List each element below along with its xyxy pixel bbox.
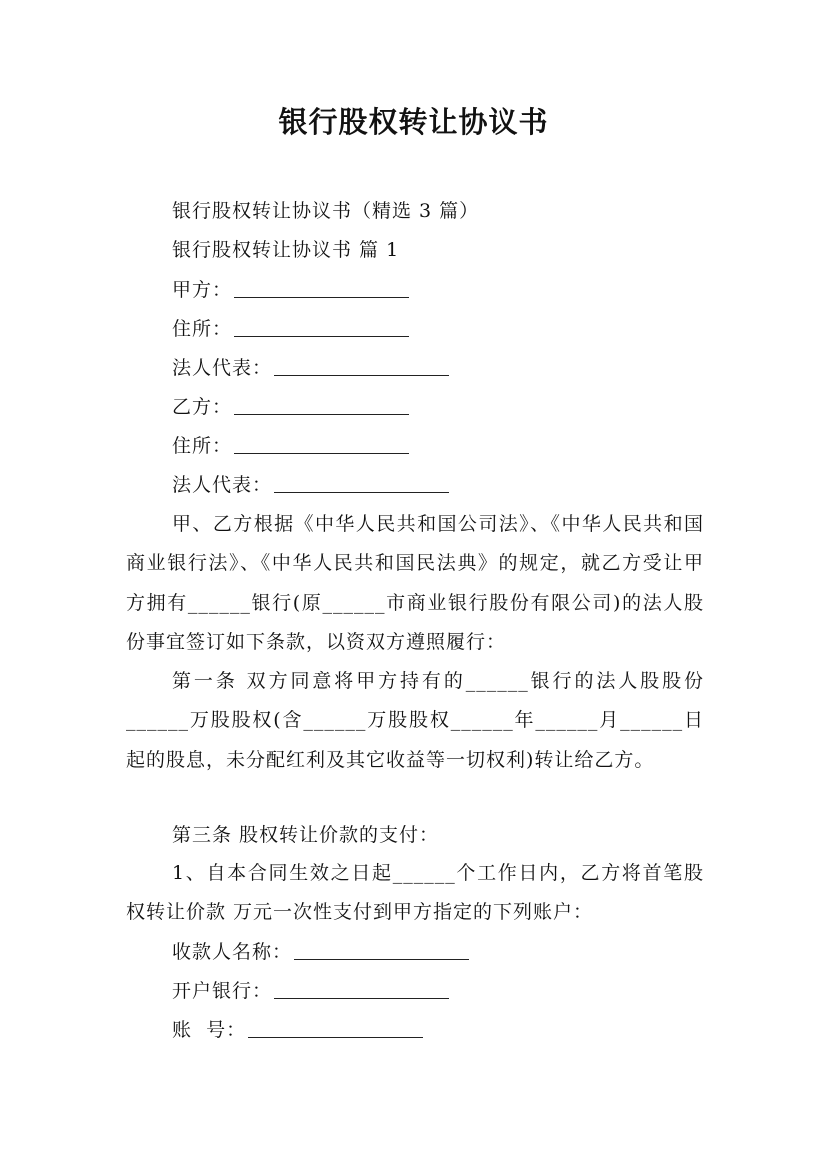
- bank-blank: [274, 980, 449, 999]
- rep-a-blank: [274, 357, 449, 376]
- party-b-label: 乙方：: [172, 396, 233, 418]
- payee-line: [172, 939, 469, 965]
- address-b-line: [172, 433, 409, 459]
- address-a-line: [172, 316, 409, 342]
- party-b-blank: [234, 396, 409, 415]
- intro-paragraph: 甲、乙方根据《中华人民共和国公司法》、《中华人民共和国商业银行法》、《中华人民共和国民法典》的规定，就乙方受让甲方拥有______银行(原______市商业银行股份有限公司)的法人股份事宜签订如下条款，以资双方遵照履行：: [126, 513, 704, 654]
- article-3-heading: 第三条 股权转让价款的支付：: [172, 824, 440, 846]
- document-title: 银行股权转让协议书: [278, 105, 549, 139]
- rep-a-line: [172, 355, 449, 381]
- bank-label: 开户银行：: [172, 980, 273, 1002]
- party-a-blank: [234, 279, 409, 298]
- rep-b-label: 法人代表：: [172, 474, 273, 496]
- address-a-blank: [234, 318, 409, 337]
- address-b-blank: [234, 435, 409, 454]
- bank-line: [172, 978, 449, 1004]
- section-heading: 银行股权转让协议书 篇 1: [172, 239, 400, 261]
- payee-label: 收款人名称：: [172, 941, 293, 963]
- clause-1: 1、自本合同生效之日起______个工作日内，乙方将首笔股权转让价款 万元一次性支付到甲方指定的下列账户：: [126, 862, 704, 924]
- rep-b-line: [172, 472, 449, 498]
- article-1: 第一条 双方同意将甲方持有的______银行的法人股股份______万股股权(含______万股股权______年______月______日起的股息，未分配红利及其它收益等一切权利)转让给乙方。: [126, 670, 704, 771]
- party-a-line: [172, 277, 409, 303]
- address-a-label: 住所：: [172, 318, 233, 340]
- payee-blank: [294, 941, 469, 960]
- subtitle: 银行股权转让协议书（精选 3 篇）: [172, 200, 480, 222]
- account-label: 账 号：: [172, 1019, 247, 1041]
- party-b-line: [172, 394, 409, 420]
- account-blank: [248, 1019, 423, 1038]
- rep-a-label: 法人代表：: [172, 357, 273, 379]
- rep-b-blank: [274, 474, 449, 493]
- party-a-label: 甲方：: [172, 279, 233, 301]
- address-b-label: 住所：: [172, 435, 233, 457]
- account-line: [172, 1017, 423, 1043]
